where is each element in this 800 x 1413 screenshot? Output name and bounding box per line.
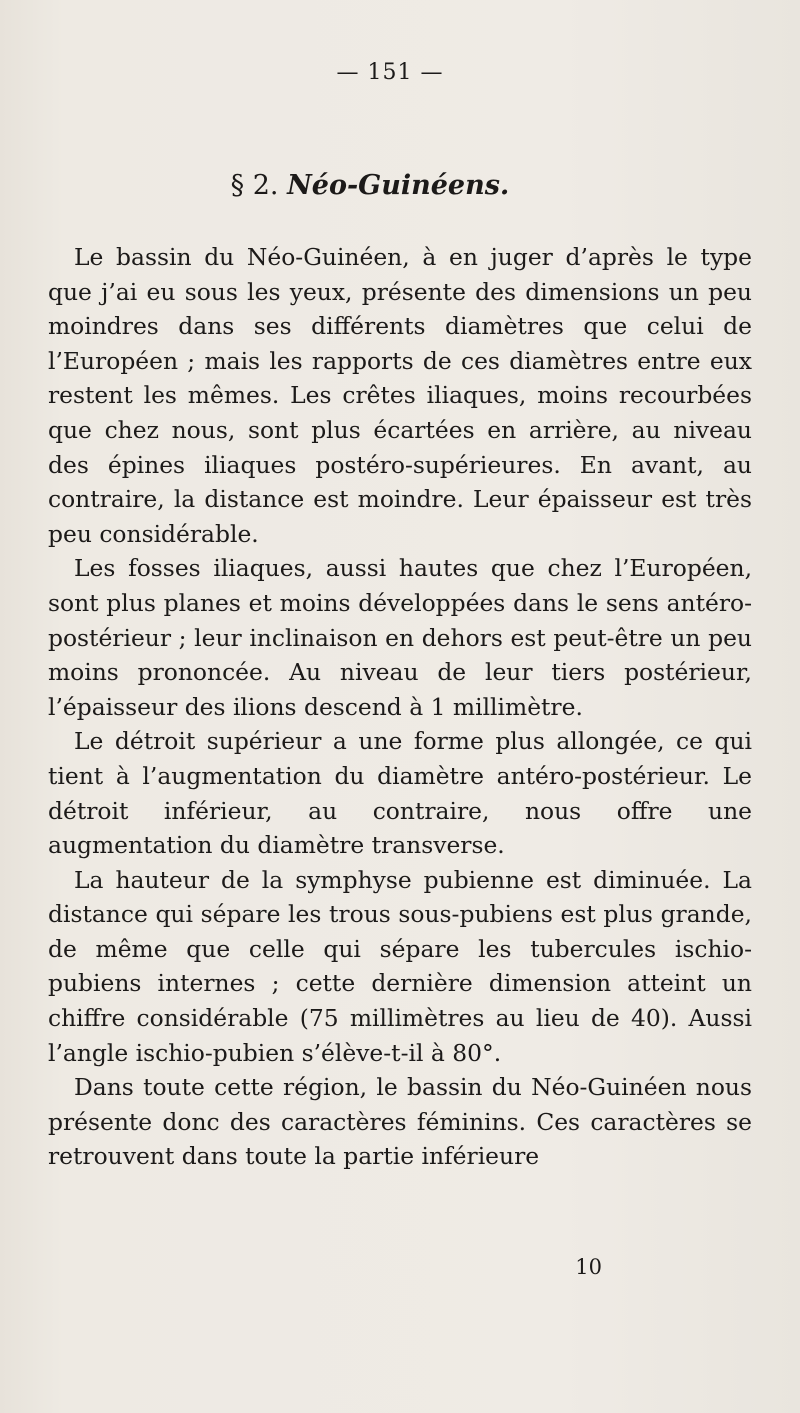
paragraph: Dans toute cette région, le bassin du Néo-Guinéen nous présente donc des caractères féminins. Ces caractères se retrouvent dans toute la partie inférieure: [48, 1073, 752, 1171]
paragraph: Le bassin du Néo-Guinéen, à en juger d’après le type que j’ai eu sous les yeux, présente des dimensions un peu moindres dans ses différents diamètres que celui de l’Européen ; mais les rapports de ces diamètres entre eux restent les mêmes. Les crêtes iliaques, moins recourbées que chez nous, sont plus écartées en arrière, au niveau des épines iliaques postéro-supérieures. En avant, au contraire, la distance est moindre. Leur épaisseur est très peu considérable.: [48, 243, 752, 548]
signature-mark: 10: [575, 1255, 602, 1279]
paragraph: Le détroit supérieur a une forme plus allongée, ce qui tient à l’augmentation du diamètre antéro-postérieur. Le détroit inférieur, au contraire, nous offre une augmentation du diamètre transverse.: [48, 727, 752, 860]
paragraph: Les fosses iliaques, aussi hautes que chez l’Européen, sont plus planes et moins développées dans le sens antéro-postérieur ; leur inclinaison en dehors est peut-être un peu moins prononcée. Au niveau de leur tiers postérieur, l’épaisseur des ilions descend à 1 millimètre.: [48, 554, 752, 721]
body-text: [48, 240, 752, 1174]
section-title: Néo-Guinéens.: [287, 170, 510, 201]
section-number: § 2.: [230, 170, 279, 201]
paragraph: La hauteur de la symphyse pubienne est diminuée. La distance qui sépare les trous sous-pubiens est plus grande, de même que celle qui sépare les tubercules ischio-pubiens internes ; cette dernière dimension atteint un chiffre considérable (75 millimètres au lieu de 40). Aussi l’angle ischio-pubien s’élève-t-il à 80°.: [48, 865, 752, 1067]
page-number: — 151 —: [336, 60, 444, 85]
section-heading: [100, 170, 640, 201]
